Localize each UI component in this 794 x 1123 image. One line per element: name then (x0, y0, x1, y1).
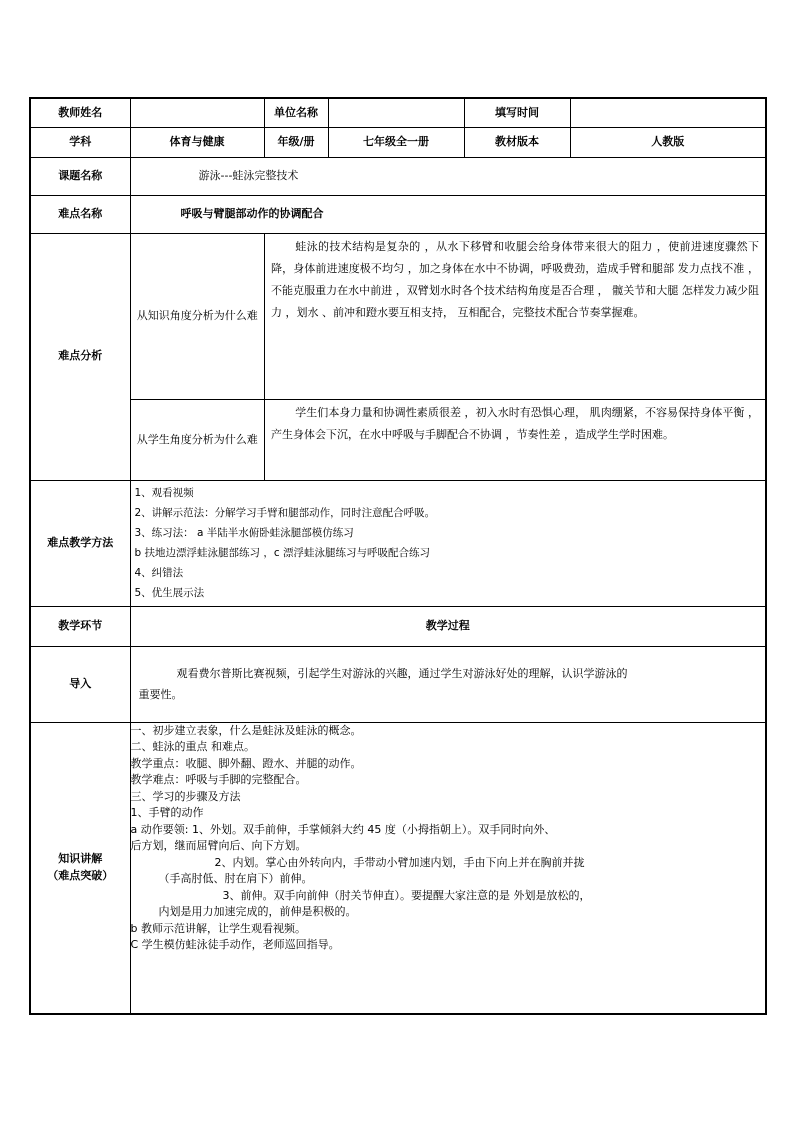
knowledge-line: 一、初步建立表象，什么是蛙泳及蛙泳的概念。 (130, 723, 362, 737)
student-angle-text: 学生们本身力量和协调性素质很差 ，初入水时有恐惧心理， 肌肉绷紧，不容易保持身体平衡 ，产生身体会下沉，在水中呼吸与手脚配合不协调 ，节奏性差 ，造成学生学时困难。 (271, 406, 759, 441)
row-intro (30, 646, 766, 722)
intro-content (130, 646, 766, 722)
row-teacher (30, 98, 766, 127)
fill-time-value (570, 98, 766, 127)
knowledge-line: a 动作要领: 1、外划。双手前伸，手掌倾斜大约 45 度（小拇指朝上）。双手同时向外、 (130, 822, 556, 836)
knowledge-line: 后方划，继而屈臂向后、向下方划。 (130, 839, 307, 852)
topic-value: 游泳---蛙泳完整技术 (130, 157, 766, 195)
row-process-header (30, 606, 766, 646)
grade-value: 七年级全一册 (328, 127, 464, 157)
subject-value: 体育与健康 (130, 127, 264, 157)
lesson-plan-table (29, 97, 767, 1015)
knowledge-label (30, 722, 130, 1014)
knowledge-line: 2、内划。掌心由外转向内，手带动小臂加速内划，手由下向上并在胸前并拢 (214, 855, 585, 869)
knowledge-line: 二、蛙泳的重点 和难点。 (130, 740, 255, 753)
student-angle-label: 从学生角度分析为什么难 (131, 400, 265, 480)
unit-name-label: 单位名称 (264, 98, 328, 127)
knowledge-line: （手高肘低、肘在肩下）前伸。 (158, 872, 313, 885)
analysis-label: 难点分析 (30, 233, 130, 480)
knowledge-line: 三、学习的步骤及方法 (130, 789, 241, 803)
method-line: 5、优生展示法 (134, 587, 205, 599)
edition-label: 教材版本 (464, 127, 570, 157)
row-difficulty (30, 195, 766, 233)
knowledge-label-line: （难点突破） (47, 868, 114, 882)
method-line: 3、练习法： a 半陆半水俯卧蛙泳腿部模仿练习 (134, 527, 354, 539)
row-topic (30, 157, 766, 195)
fill-time-label: 填写时间 (464, 98, 570, 127)
row-subject (30, 127, 766, 157)
method-line: 4、纠错法 (134, 567, 184, 579)
method-line: 1、观看视频 (134, 487, 194, 499)
row-methods (30, 480, 766, 606)
knowledge-angle-text: 蛙泳的技术结构是复杂的 ，从水下移臂和收腿会给身体带来很大的阻力 ，使前进速度骤然下降，身体前进速度极不均匀 ，加之身体在水中不协调，呼吸费劲，造成手臂和腿部 发力点找不准 ，不能克服重力在水中前进 ，双臂划水时各个技术结构角度是否合理 ， 髋关节和大腿 怎样发力减少阻力 ，划水 、前冲和蹬水要互相支持， 互相配合，完整技术配合节奏掌握难。 (271, 239, 759, 319)
stage-label: 教学环节 (30, 606, 130, 646)
difficulty-value: 呼吸与臂腿部动作的协调配合 (130, 195, 766, 233)
knowledge-line: 教学难点：呼吸与手脚的完整配合。 (130, 773, 307, 786)
teacher-name-label: 教师姓名 (30, 98, 130, 127)
knowledge-line: 内划是用力加速完成的，前伸是积极的。 (158, 905, 357, 918)
edition-value: 人教版 (570, 127, 766, 157)
knowledge-line: 1、手臂的动作 (130, 806, 204, 819)
methods-label: 难点教学方法 (30, 480, 130, 606)
knowledge-angle-label: 从知识角度分析为什么难 (131, 234, 265, 400)
knowledge-label-line: 知识讲解 (58, 852, 103, 866)
knowledge-line: 教学重点：收腿、脚外翻、蹬水、并腿的动作。 (130, 756, 362, 770)
knowledge-line: C 学生模仿蛙泳徒手动作，老师巡回指导。 (130, 938, 340, 951)
intro-label: 导入 (30, 646, 130, 722)
method-line: 2、讲解示范法：分解学习手臂和腿部动作，同时注意配合呼吸。 (134, 507, 436, 519)
teacher-name-value (130, 98, 264, 127)
unit-name-value (328, 98, 464, 127)
knowledge-content (130, 722, 766, 1014)
intro-line: 重要性。 (138, 688, 183, 701)
row-knowledge (30, 722, 766, 1014)
grade-label: 年级/册 (264, 127, 328, 157)
knowledge-line: b 教师示范讲解，让学生观看视频。 (130, 921, 306, 935)
knowledge-line: 3、前伸。双手向前伸（肘关节伸直）。要提醒大家注意的是 外划是放松的， (222, 888, 591, 902)
methods-list (130, 480, 766, 606)
topic-label: 课题名称 (30, 157, 130, 195)
process-label: 教学过程 (130, 606, 766, 646)
row-analysis (30, 233, 766, 480)
analysis-subtable (131, 234, 766, 480)
method-line: b 扶地边漂浮蛙泳腿部练习 ，c 漂浮蛙泳腿练习与呼吸配合练习 (134, 547, 430, 559)
intro-line: 观看费尔普斯比赛视频，引起学生对游泳的兴趣，通过学生对游泳好处的理解，认识学游泳的 (176, 667, 628, 680)
difficulty-label: 难点名称 (30, 195, 130, 233)
subject-label: 学科 (30, 127, 130, 157)
